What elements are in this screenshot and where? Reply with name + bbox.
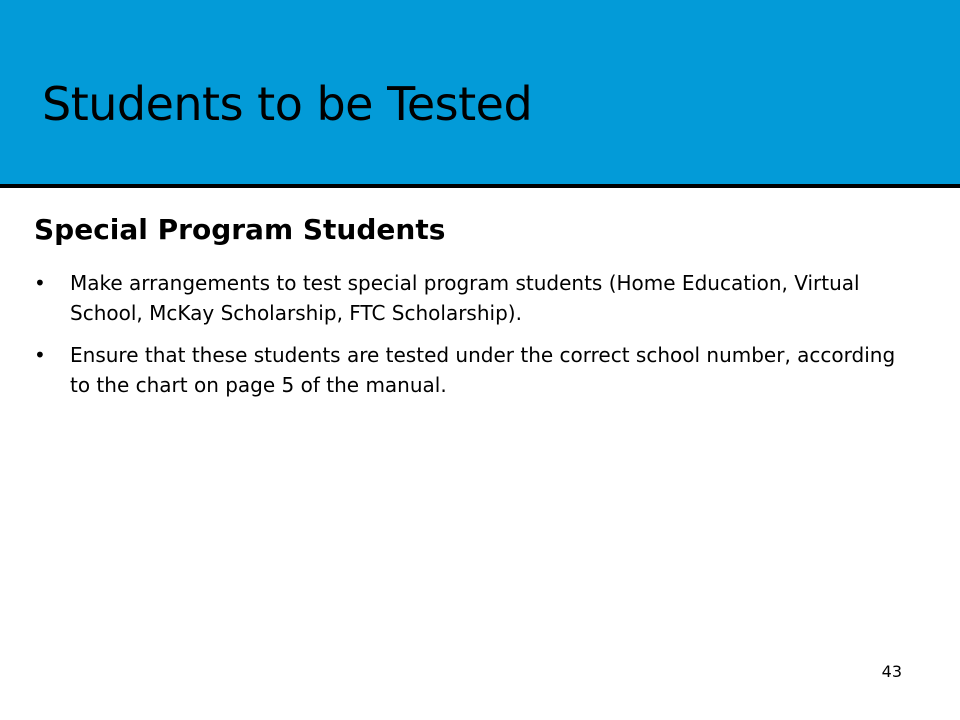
bullet-list [34, 268, 914, 412]
section-heading: Special Program Students [34, 213, 446, 246]
bullet-dot-icon: • [34, 343, 46, 367]
bullet-text: Make arrangements to test special program students (Home Education, Virtual School, McKay Scholarship, FTC Scholarship). [70, 271, 860, 325]
bullet-dot-icon: • [34, 271, 46, 295]
slide-title: Students to be Tested [42, 77, 533, 131]
header-divider [0, 184, 960, 188]
bullet-item [34, 268, 914, 328]
header-band [0, 0, 960, 184]
page-number: 43 [881, 662, 902, 681]
bullet-text: Ensure that these students are tested under the correct school number, according to the chart on page 5 of the manual. [70, 343, 896, 397]
bullet-item [34, 340, 914, 400]
